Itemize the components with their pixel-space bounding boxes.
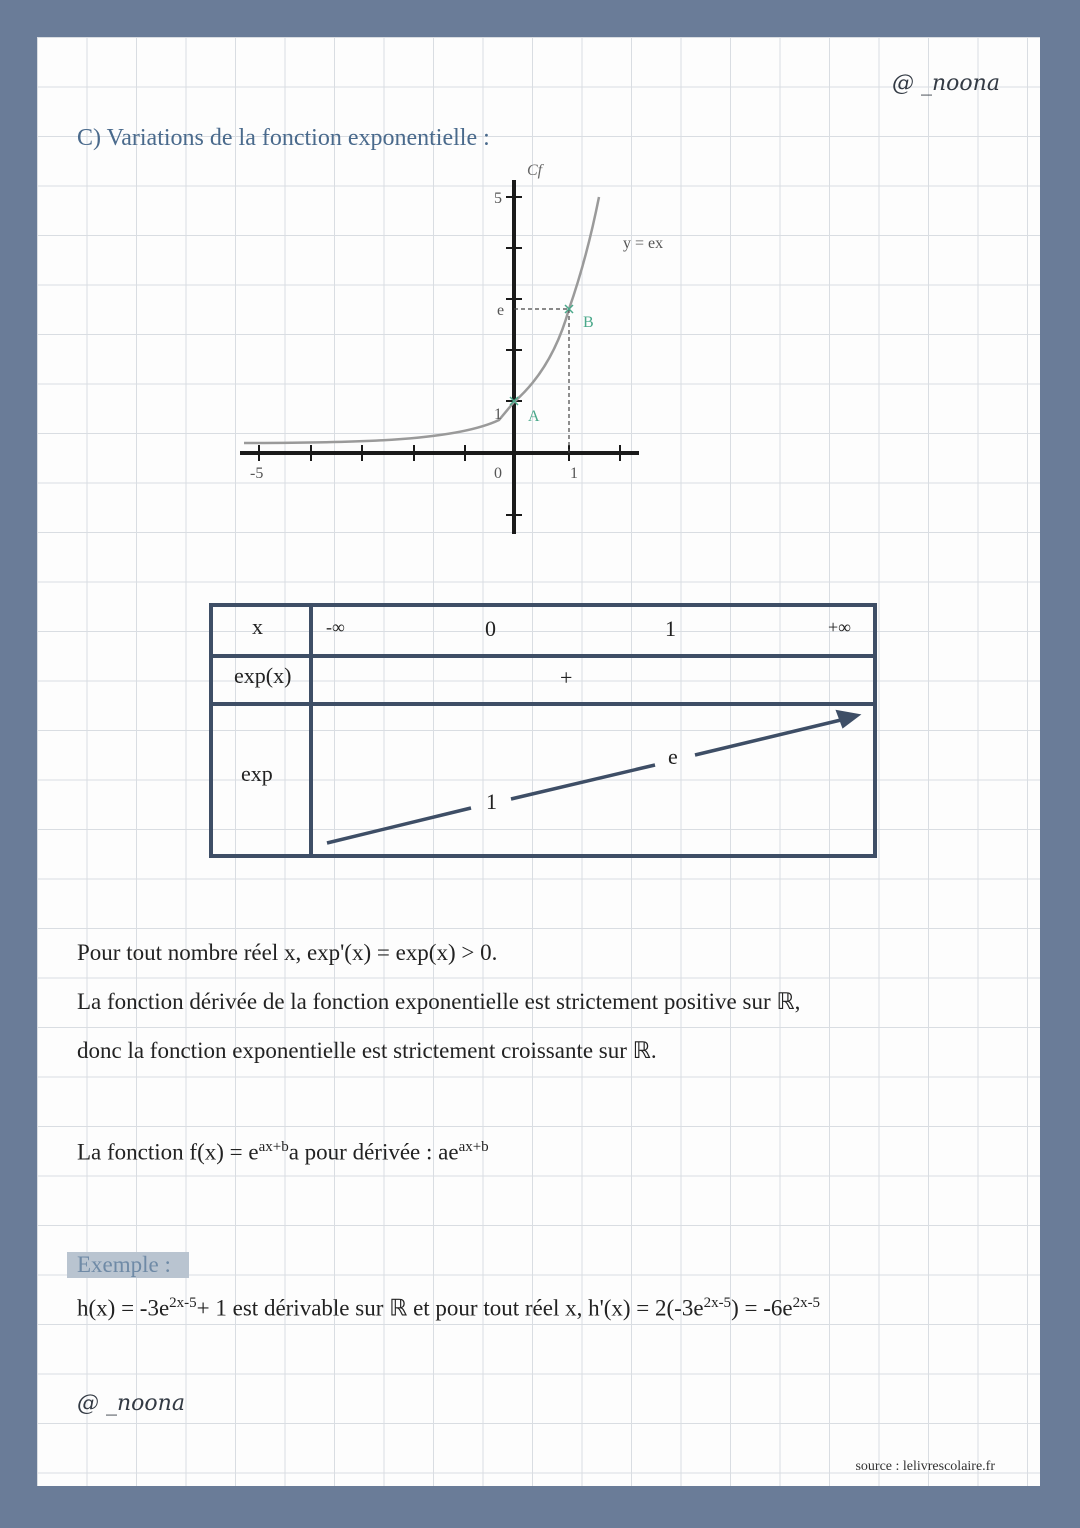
y-tick-5: 5 xyxy=(494,190,502,207)
x-value-minus-infinity: -∞ xyxy=(326,617,345,637)
function-label: y = ex xyxy=(623,235,664,252)
function-value-e: e xyxy=(668,744,678,769)
example-part-1: h(x) = -3e xyxy=(77,1295,170,1321)
derivative-rule-exponent-1: ax+b xyxy=(258,1139,289,1155)
x-tick-0: 0 xyxy=(494,465,502,482)
point-a-label: A xyxy=(528,408,540,425)
x-tick-minus5: -5 xyxy=(250,465,264,482)
derivative-rule-prefix: La fonction f(x) = e xyxy=(77,1139,259,1165)
x-value-plus-infinity: +∞ xyxy=(828,617,851,637)
point-b-label: B xyxy=(583,314,594,331)
sign-plus: + xyxy=(560,665,573,690)
variation-table-lines xyxy=(209,603,877,858)
exp-curve xyxy=(244,197,599,443)
function-value-1: 1 xyxy=(486,789,497,814)
example-exponent-1: 2x-5 xyxy=(169,1295,197,1311)
example-label: Exemple : xyxy=(67,1252,189,1278)
source-credit: source : lelivrescolaire.fr xyxy=(855,1459,995,1474)
section-title: C) Variations de la fonction exponentielle : xyxy=(77,125,490,151)
example-part-3: ) = -6e xyxy=(731,1295,793,1321)
y-tick-e: e xyxy=(497,302,505,319)
example-exponent-2: 2x-5 xyxy=(703,1295,732,1311)
variation-arrow-2 xyxy=(511,765,655,799)
example-text xyxy=(77,1295,820,1322)
exponential-graph xyxy=(37,37,1040,557)
arrow-head xyxy=(837,711,859,727)
x-value-0: 0 xyxy=(485,616,496,641)
derivative-rule xyxy=(77,1139,489,1166)
derivative-rule-middle: a pour dérivée : ae xyxy=(288,1139,459,1165)
y-tick-1: 1 xyxy=(494,406,502,423)
row-x-label: x xyxy=(252,614,263,639)
example-exponent-3: 2x-5 xyxy=(792,1295,821,1311)
example-part-2: + 1 est dérivable sur ℝ et pour tout réel x, h'(x) = 2(-3e xyxy=(196,1295,704,1321)
curve-label: Cf xyxy=(527,162,543,179)
variation-table xyxy=(209,603,877,858)
x-value-1: 1 xyxy=(665,616,676,641)
notebook-page xyxy=(37,37,1040,1486)
variation-arrow-1 xyxy=(327,808,471,843)
derivative-rule-exponent-2: ax+b xyxy=(458,1139,489,1155)
row-derivative-label: exp(x) xyxy=(234,663,292,688)
x-tick-1: 1 xyxy=(570,465,578,482)
variation-arrow-3 xyxy=(695,719,845,755)
text-line-3: donc la fonction exponentielle est strictement croissante sur ℝ. xyxy=(77,1038,657,1063)
author-handle-top: @ _noona xyxy=(892,71,1000,96)
text-line-1: Pour tout nombre réel x, exp'(x) = exp(x) > 0. xyxy=(77,940,498,965)
row-function-label: exp xyxy=(241,761,273,786)
author-handle-bottom: @ _noona xyxy=(77,1391,185,1416)
text-line-2: La fonction dérivée de la fonction exponentielle est strictement positive sur ℝ, xyxy=(77,989,801,1014)
